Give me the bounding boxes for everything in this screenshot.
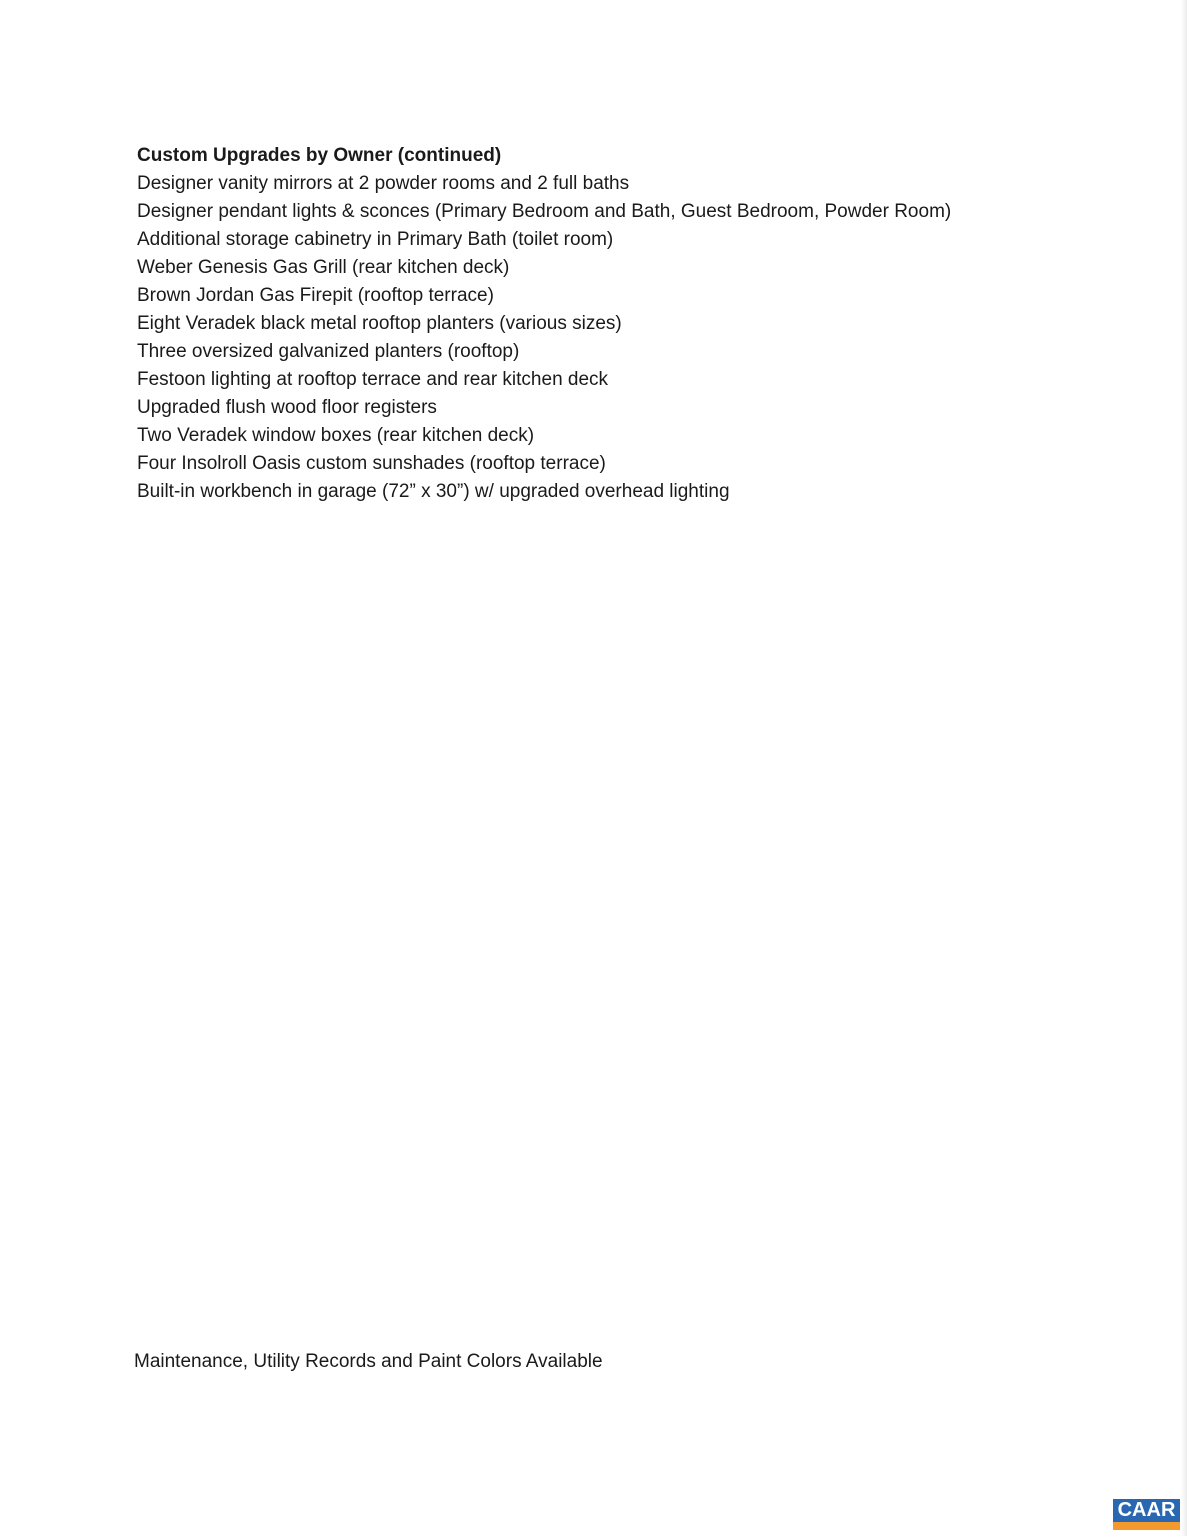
- list-item: Four Insolroll Oasis custom sunshades (rooftop terrace): [137, 453, 606, 474]
- list-item: Weber Genesis Gas Grill (rear kitchen deck): [137, 257, 510, 278]
- caar-logo-text: CAAR: [1113, 1499, 1180, 1522]
- list-item: Designer pendant lights & sconces (Primary Bedroom and Bath, Guest Bedroom, Powder Room): [137, 201, 952, 222]
- list-item: Festoon lighting at rooftop terrace and rear kitchen deck: [137, 369, 609, 390]
- caar-logo-stripe: [1113, 1522, 1180, 1530]
- upgrades-list: [137, 170, 951, 506]
- list-item: Brown Jordan Gas Firepit (rooftop terrace): [137, 285, 494, 306]
- page-edge-shadow: [1181, 0, 1187, 1536]
- list-item: Designer vanity mirrors at 2 powder rooms and 2 full baths: [137, 173, 630, 194]
- list-item: Three oversized galvanized planters (rooftop): [137, 341, 520, 362]
- list-item: Upgraded flush wood floor registers: [137, 397, 437, 418]
- list-item: Additional storage cabinetry in Primary Bath (toilet room): [137, 229, 614, 250]
- section-heading: Custom Upgrades by Owner (continued): [137, 145, 502, 166]
- list-item: Built-in workbench in garage (72” x 30”) w/ upgraded overhead lighting: [137, 481, 730, 502]
- upgrades-section: [137, 142, 951, 506]
- footer-note: Maintenance, Utility Records and Paint Colors Available: [134, 1351, 603, 1372]
- list-item: Eight Veradek black metal rooftop planters (various sizes): [137, 313, 622, 334]
- caar-logo: [1113, 1499, 1180, 1530]
- list-item: Two Veradek window boxes (rear kitchen deck): [137, 425, 535, 446]
